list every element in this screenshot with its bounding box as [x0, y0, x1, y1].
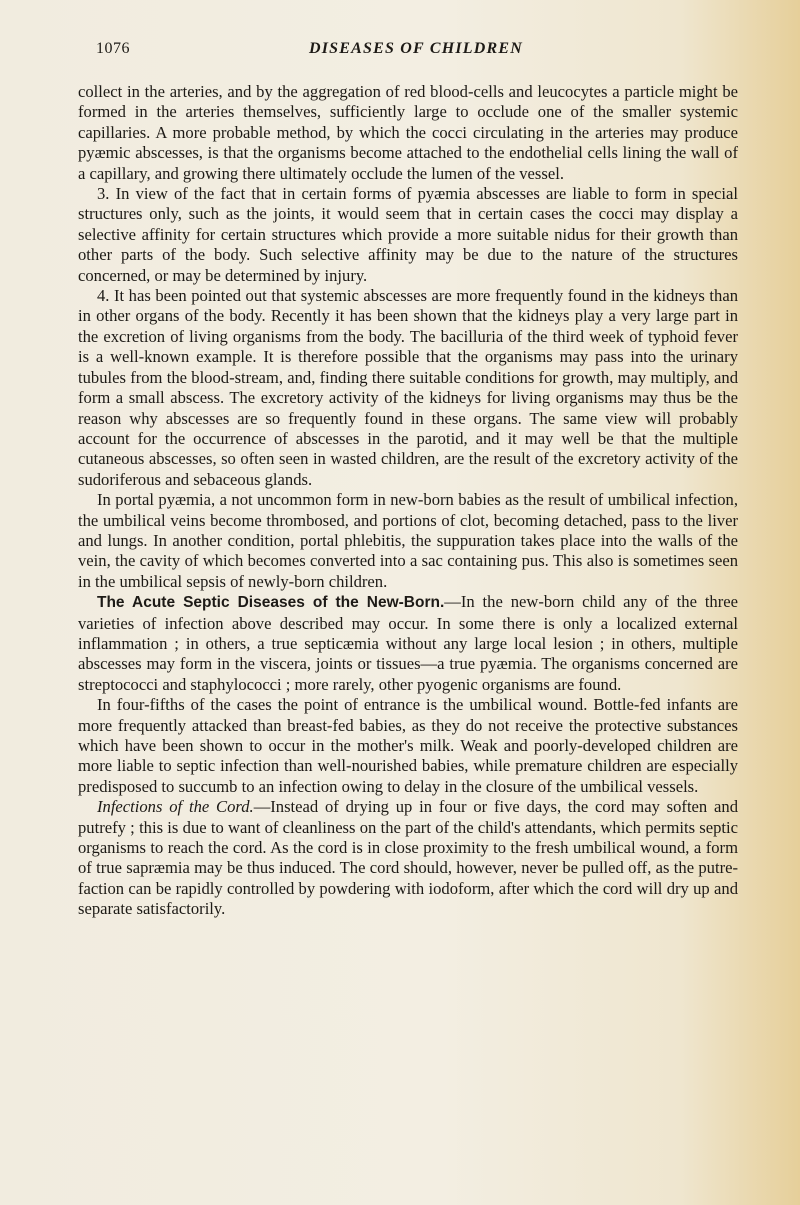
paragraph-cord-infections — [78, 797, 738, 919]
paragraph-text: —Instead of drying up in four or five days, the cord may soften and putrefy ; this is due to want of cleanliness on the part of the child's attendants, which permits septic organisms to reach the cord. As the cord is in close proximity to the fresh umbilical wound, a form of true sapræmia may be thus induced. The cord should, however, never be pulled off, as the putre-faction can be rapidly controlled by powdering with iodoform, after which the cord will dry up and separate satisfactorily. — [78, 797, 738, 919]
section-heading: The Acute Septic Diseases of the New-Born. — [97, 594, 445, 612]
paragraph-text: In portal pyæmia, a not uncommon form in new-born babies as the result of umbilical infection, the umbilical veins become thrombosed, and portions of clot, becoming detached, pass to the liver and lungs. In another condition, portal phlebitis, the suppuration takes place into the walls of the vein, the cavity of which becomes converted into a sac containing pus. This also is sometimes seen in the umbilical sepsis of newly-born children. — [78, 490, 738, 591]
page-header — [96, 38, 736, 62]
paragraph-acute-septic — [78, 592, 738, 695]
paragraph-four-fifths — [78, 695, 738, 797]
paragraph-text: —In the new-born child any of the three varieties of infection above described may occur. In some there is only a localized external inflammation ; in others, a true septicæmia without any large local lesion ; in others, multiple abscesses may form in the viscera, joints or tissues—a true pyæmia. The organisms concerned are streptococci and staphylococci ; more rarely, other pyogenic organisms are found. — [78, 592, 738, 694]
paragraph-text: 4. It has been pointed out that systemic abscesses are more frequently found in the kidneys than in other organs of the body. Recently it has been shown that the kidneys play a very large part in the excretion of living organisms from the body. The bacilluria of the third week of typhoid fever is a well-known example. It is therefore possible that the organisms may pass into the urinary tubules from the blood-stream, and, finding there suitable conditions for growth, may multiply, and form a small abscess. The excretory activity of the kidneys for living organisms may thus be the reason why abscesses are so frequently found in these organs. The same view will probably account for the occurrence of abscesses in the parotid, and it may well be that the multiple cutaneous abscesses, so often seen in wasted children, are the result of the excretory activity of the sudoriferous and sebaceous glands. — [78, 286, 738, 489]
paragraph-continuation — [78, 82, 738, 184]
running-head: DISEASES OF CHILDREN — [309, 40, 523, 57]
subsection-heading: Infections of the Cord. — [97, 797, 254, 817]
paragraph-portal-pyaemia — [78, 490, 738, 592]
paragraph-point-3 — [78, 184, 738, 286]
page-number: 1076 — [96, 40, 130, 57]
paragraph-text: In four-fifths of the cases the point of entrance is the umbilical wound. Bottle-fed infants are more frequently attacked than breast-fed babies, as they do not receive the protective substances which have been shown to occur in the mother's milk. Weak and poorly-developed children are more liable to septic infection than well-nourished babies, while premature children are especially predisposed to succumb to an infection owing to delay in the closure of the umbilical vessels. — [78, 695, 738, 796]
body-text — [78, 82, 738, 920]
paragraph-point-4 — [78, 286, 738, 490]
paragraph-text: collect in the arteries, and by the aggregation of red blood-cells and leucocytes a particle might be formed in the arteries themselves, sufficiently large to occlude one of the smaller systemic capillaries. A more probable method, by which the cocci circulating in the arteries may produce pyæmic abscesses, is that the organisms become attached to the endothelial cells lining the wall of a capillary, and growing there ultimately occlude the lumen of the vessel. — [78, 82, 738, 183]
paragraph-text: 3. In view of the fact that in certain forms of pyæmia abscesses are liable to form in special structures only, such as the joints, it would seem that in certain cases the cocci may display a selective affinity for certain structures which provide a more suitable nidus for their growth than other parts of the body. Such selective affinity may be due to the nature of the structures concerned, or may be determined by injury. — [78, 184, 738, 285]
